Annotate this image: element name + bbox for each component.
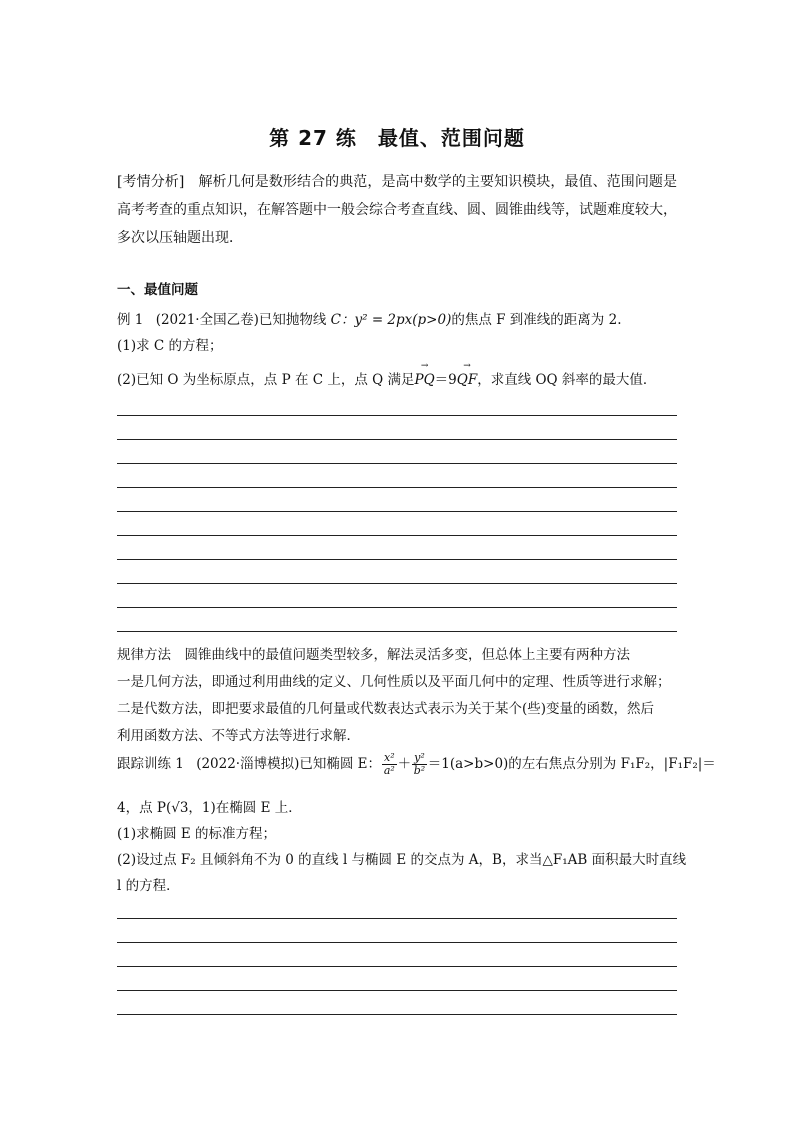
answer-line[interactable] [117,607,677,608]
example-1-source: (2021·全国乙卷) [155,312,259,328]
answer-line[interactable] [117,942,677,943]
practice-1-source: (2022·淄博模拟) [196,756,300,772]
method-line-2: 一是几何方法，即通过利用曲线的定义、几何性质以及平面几何中的定理、性质等进行求解； [117,674,671,690]
answer-line[interactable] [117,415,677,416]
fraction-numerator: x² [384,751,395,764]
example-1-q2-text-b: ，求直线 OQ 斜率的最大值． [477,372,657,388]
answer-line[interactable] [117,990,677,991]
fraction-denominator: b² [413,764,426,777]
practice-1-label: 跟踪训练 1 [117,756,184,772]
answer-line[interactable] [117,1014,677,1015]
answer-line[interactable] [117,463,677,464]
practice-1-line-2: 4，点 P(√3，1)在椭圆 E 上． [117,800,302,816]
example-1-stem [117,308,621,328]
method-line-1: 规律方法 圆锥曲线中的最值问题类型较多，解法灵活多变，但总体上主要有两种方法 [117,647,630,663]
practice-1-text-a: 已知椭圆 E： [299,756,382,772]
practice-1-text-b: ＝1(a>b>0)的左右焦点分别为 F₁F₂，|F₁F₂|＝ [427,756,716,772]
practice-1-stem [117,752,716,777]
answer-line[interactable] [117,535,677,536]
page-title: 第 27 练 最值、范围问题 [269,126,525,150]
answer-line[interactable] [117,966,677,967]
intro-tag: [考情分析] [117,174,185,190]
example-1-q2-eq: ＝9 [434,372,457,388]
answer-line[interactable] [117,559,677,560]
vector-pq: → PQ [415,372,435,388]
answer-line[interactable] [117,487,677,488]
answer-line[interactable] [117,511,677,512]
plus-sign: ＋ [397,756,412,772]
practice-1-question-2-cont: l 的方程． [117,878,180,894]
section-heading-extremum: 一、最值问题 [117,282,198,298]
practice-1-question-1: (1)求椭圆 E 的标准方程； [117,826,277,842]
example-1-label: 例 1 [117,312,144,328]
example-1-question-1: (1)求 C 的方程； [117,338,223,354]
fraction-denominator: a² [383,764,395,777]
example-1-question-2 [117,368,656,388]
practice-1-question-2: (2)设过点 F₂ 且倾斜角不为 0 的直线 l 与椭圆 E 的交点为 A，B，求当△F₁AB 面积最大时直线 [117,852,687,868]
example-1-equation: C：y² = 2px(p>0) [330,312,452,328]
example-1-text-a: 已知抛物线 [258,312,331,328]
example-1-q2-text-a: (2)已知 O 为坐标原点，点 P 在 C 上，点 Q 满足 [117,372,415,388]
answer-line[interactable] [117,631,677,632]
fraction-numerator: y² [414,751,425,764]
fraction-x2-a2 [382,752,397,777]
answer-line[interactable] [117,583,677,584]
answer-line[interactable] [117,918,677,919]
intro-paragraph [117,168,677,252]
method-line-3: 二是代数方法，即把要求最值的几何量或代数表达式表示为关于某个(些)变量的函数，然后 [117,701,655,717]
fraction-y2-b2 [412,752,427,777]
example-1-text-c: 的焦点 F 到准线的距离为 2. [451,312,622,328]
intro-text: 解析几何是数形结合的典范，是高中数学的主要知识模块，最值、范围问题是高考考查的重点知识，在解答题中一般会综合考查直线、圆、圆锥曲线等，试题难度较大，多次以压轴题出现． [117,174,677,246]
method-line-4: 利用函数方法、不等式方法等进行求解． [117,728,360,744]
vector-qf: → QF [457,372,477,388]
answer-line[interactable] [117,439,677,440]
